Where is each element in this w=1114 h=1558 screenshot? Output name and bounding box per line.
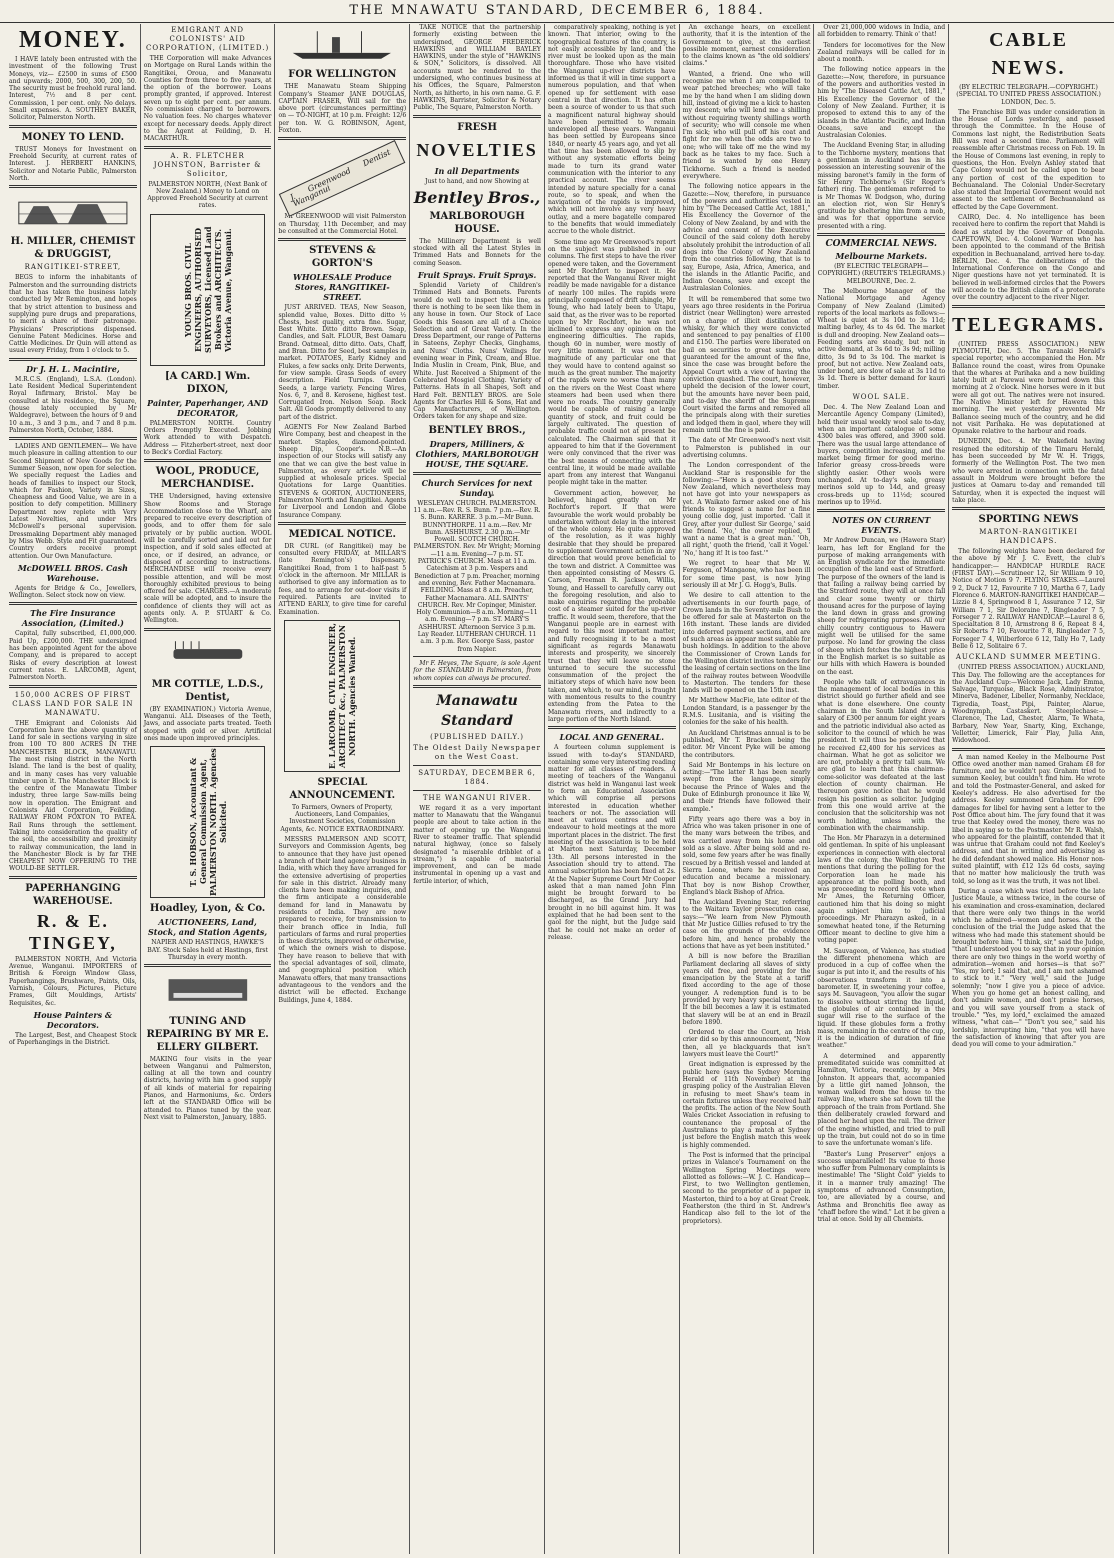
news-item: An Auckland Christmas annual is to be published, Mr T. Bracken being the editor. Mr Vincent Pyke will be among the contributors. bbox=[682, 729, 811, 759]
telegram-dunedin: DUNEDIN, Dec. 4. Mr Wakefield having resigned the editorship of the Timaru Herald, has been succeeded by Mr W. H. Triggs, formerly of the Wellington Post. The two men who were arrested in connection with the fatal assault in Moldrum were brought before the justices at Oamaru to-day and remanded till Saturday, when it is expected the inquest will take place. bbox=[952, 438, 1105, 504]
news-item: The date of Mr Greenwood's next visit to Palmerston is published in our advertising columns. bbox=[682, 437, 811, 459]
millinery-text: The Millinery Department is well stocked with all the Latest Styles in Trimmed Hats and Bonnets for the coming Season. bbox=[413, 237, 541, 267]
handicaps-heading: MARTON-RANGITIKEI HANDICAPS. bbox=[979, 528, 1078, 546]
greenwood-advert: Mr GREENWOOD will visit Palmerston on Thursday, 11th December, and may be consulted at the Commercial Hotel. bbox=[278, 213, 407, 235]
local-general-heading: LOCAL AND GENERAL. bbox=[559, 732, 665, 743]
telegrams-heading: TELEGRAMS. bbox=[952, 313, 1105, 336]
column-4 bbox=[410, 24, 545, 1554]
hobson-box bbox=[150, 746, 266, 898]
current-events-heading: NOTES ON CURRENT EVENTS. bbox=[832, 515, 931, 536]
young-bros-box bbox=[150, 214, 266, 366]
news-item: An exchange hears, on excellent authority, that it is the intention of the Government to give, at the earliest possible moment, earnest consideration to the claims known as "the old soldiers' claims." bbox=[682, 24, 811, 68]
money-to-lend-advert: TRUST Moneys for Investment on Freehold Security, at current rates of Interest. J. HERBERT HANKINS, Solicitor and Notarie Public, Palmerston North. bbox=[9, 145, 137, 182]
commercial-news-heading: COMMERCIAL NEWS. bbox=[825, 239, 938, 250]
ladies-advert: LADIES AND GENTLEMEN— We have much pleasure in calling attention to our Second Shipment of New Goods for the Summer Season, now open for selection. We specially request the Ladies and heads of families to inspect our Stock, which for Fashion, Variety in Sizes, Cheapness and Good Value, we are in a position to defy competition. Millinery Department now replete with Very Latest Novelties, and under Mrs McDowell's personal supervision. Dressmaking Department ably managed by Miss Webb. Style and Fit guaranteed. Country orders receive prompt attention. Our Own Manufacture. bbox=[9, 443, 137, 560]
divider bbox=[817, 233, 945, 236]
cable-news-heading: CABLE NEWS. bbox=[989, 29, 1068, 79]
dixon-heading: [A CARD.] Wm. DIXON, bbox=[164, 370, 251, 395]
cottle-heading: MR COTTLE, L.D.S., Dentist, bbox=[151, 678, 264, 703]
editorial-part-1: comparatively speaking, nothing is yet known. That interior, owing to the topographical features of the country, is not easily accessible by land, and the river must be looked upon as the main thoroughfare. Those who have visited the Wanganui up-river districts have informed us that it will in time support a numerous population, and that when opened up for settlement with ease central in that direction. It has often been a source of wonder to us that such a magnificent natural highway should have been permitted to remain undeveloped all these years. Wanganui has been settled by Europeans since 1840, or nearly 45 years ago, and yet all that time has been allowed to slip by without any systematic efforts being made to turn its grand water communication with the interior to any practical account. The river seems intended by nature specially for a canal route, so to speak, and when the navigation of the rapids is improved, which will not involve any very heavy outlay, and a mere bagatelle compared to the benefits that would immediately accrue to the whole district. bbox=[547, 24, 676, 236]
news-item: The Hon. Mr Pharazyn in a determined old gentleman. In spite of his unpleasant experiences in connection with electoral laws of the colony, the Wellington Post mentions that during the polling for the Corporation loan he made his appearance at the polling booth, and was proceeding to record his vote when Mr Ames, the Returning Officer, cautioned him that his doing so might again subject him to judicial proceedings. Mr Pharazyn asked, in a somewhat heated tone, if the Returning Officer meant to decline to give him a voting paper. bbox=[817, 835, 946, 945]
sporting-news-heading: SPORTING NEWS bbox=[978, 514, 1079, 526]
wool-sale-report: Dec. 4. The New Zealand Loan and Mercantile Agency Company (Limited), held their usual weekly wool sale to-day, when an important catalogue of some 4300 bales was offered, and 3900 sold. There was the usual large attendance of buyers, competition increasing, and the market being firmer for good merino. Inferior greasy cross-breeds were slightly easier. Other wools were unchanged. At to-day's sale, greasy merinos sold up to 14d, and greasy cross-breds up to 11½d; scoured merinos up to 19½d. bbox=[817, 404, 946, 506]
local-general-news: A fourteen column supplement is issued with to-day's STANDARD, containing some very interesting reading matter for all classes of readers. A meeting of teachers of the Wanganui district was held in Wanganui last week to form an Educational Association which will comprise all persons interested in education whether teachers or not. The association will meet at various centres and will endeavour to hold meetings at the more important places in the district. The first meeting of the association is to be held at Marton next Saturday, December 13th. All persons interested in the Association should try to attend. The annual subscription has been fixed at 2s. At the Napier Supreme Court Mr Cooper asked that a man named John Finn might be brought forward to be discharged, as the Grand Jury had brought in no bill against him. It was explained that he had been sent to the gaol for the night, but the Judge said that he could not make an order of release. bbox=[547, 744, 676, 941]
column-7 bbox=[814, 24, 949, 1554]
published-daily: (PUBLISHED DAILY.) bbox=[430, 732, 525, 741]
stevens-gorton-heading: STEVENS & GORTON'S bbox=[309, 245, 376, 270]
cable-foreign: CAIRO, Dec. 4. No intelligence has been received here to confirm the report that Mahdi is dead as stated by the Governor of Dongola. CAPETOWN, Dec. 4. Colonel Warren who has been appointed to the command of the British expedition in Bechuanaland, arrived here to-day. BERLIN, Dec. 4. The deliberations of the International Conference on the Congo and Niger questions have not yet terminated. It is believed in well-informed circles that the Powers will accede to the British claim of a protectorate over the country adjacent to the river Niger. bbox=[952, 214, 1105, 302]
jewellers-advert: Agents for Bridge & Co., Jewellers, Wellington. Select stock now on view. bbox=[9, 584, 137, 600]
divider bbox=[952, 507, 1105, 510]
news-item: Over 21,000,000 widows in India, and all forbidden to remarry. Think o' that! bbox=[817, 24, 946, 39]
piano-engraving-icon bbox=[144, 973, 272, 1007]
news-item: A determined and apparently premeditated suicide was committed at Hamilton, Victoria, recently, by a Mrs Johnston. It appears that, accompanied by a little girl named Johnson, the woman walked from the house to the railway line, where she sat down till the approach of the train from Portland. She then deliberately crawled forward and placed her head upon the rail. The driver of the engine whistled, and tried to pull up the train, but could not do so in time to save the unfortunate woman's life. bbox=[817, 1052, 946, 1148]
drapers-heading: Drapers, Milliners, & Clothiers, MARLBOROUGH HOUSE, THE SQUARE. bbox=[415, 438, 539, 469]
column-6 bbox=[680, 24, 815, 1554]
tuning-heading: TUNING AND REPAIRING BY MR E. ELLERY GILBERT. bbox=[146, 1015, 269, 1053]
fruit-sprays-heading: Fruit Sprays. Fruit Sprays. bbox=[417, 270, 537, 281]
divider bbox=[144, 628, 272, 631]
young-bros-text: YOUNG BROS. CIVIL ENGINEERS, AUTHORISED SURVEYORS, Licensed Land Brokers and ARCHITECTS. Victoria Avenue, Wanganui. bbox=[182, 226, 233, 353]
divider bbox=[548, 726, 676, 729]
wanganui-river-editorial: WE regard it as a very important matter to Manawatu that the Wanganui people are about to take action in the matter of opening up the Wanganui River to steamer traffic. That splendid natural highway, (once so falsely designated "a miserable dribblet of a stream,") is capable of material improvement, and can be made instrumental in opening up a vast and fertile interior, of which, bbox=[413, 804, 541, 885]
divider bbox=[9, 185, 137, 188]
dixon-advert: PALMERSTON NORTH. Country Orders Promptly Executed. Jobbing Work attended to with Despatch. Address — Fitzherbert-street, next door to Beck's Cordial Factory. bbox=[143, 419, 272, 456]
news-item: A man named Keeley in the Melbourne Post Office owed another man named Graham £8 for furniture, and he wouldn't pay. Graham tried to summon Keeley, but couldn't find him. He wrote and told the Postmaster-General, and asked for Keeley's address. He also advertised for the address. Keeley summoned Graham for £99 damages for libel for having sent a letter to the Post Office about him. The jury found that it was true that Keeley owed the money, there was no libel in saying so to the Postmaster. Mr R. Walsh, who appeared for the plaintiff, contended that it was untrue that Graham could not find Keeley's address, and that in writing and advertising as he did defendant showed malice. His Honor non-suited plaintiff, with £12 12s 6d costs, saying that no matter how maliciously the truth was told, so long as it was the truth, it was not libel. bbox=[952, 753, 1105, 885]
news-item: People who talk of extravagances in the management of local bodies in this district should go further afield and see what is done elsewhere. One county chairman in the South Island drew a salary of £300 per annum for eight years and the patriotic individual also acted as solicitor to the council of which he was president. It will thus be perceived that he received £2,400 for his services as chairman. What he got as solicitor we are not, probably a pretty tall sum. We are glad to learn that this chairman-come-solicitor was defeated at the last election of county chairman. He thereupon gave notice that he would resign his position as solicitor. Judging from this one would arrive at the conclusion that the solicitorship was not worth holding, unless with the combination with the chairmanship. bbox=[817, 678, 946, 832]
marlborough-heading: MARLBOROUGH HOUSE. bbox=[429, 210, 525, 235]
paperhangings-advert: The Largest, Best, and Cheapest Stock of Paperhangings in the District. bbox=[9, 1031, 137, 1047]
paper-title: Manawatu Standard bbox=[436, 692, 518, 729]
divider bbox=[413, 115, 541, 118]
editorial-part-3: Government action, however, he believed, hinged greatly on Mr Rochfort's report. If that were favourable the work would probably be undertaken without delay in the interest of the whole colony. He quite approved of the resolution, as it was highly desirable that they should be prepared to supplement Government action in any direction that would prove beneficial to the town and district. A Committee was then appointed consisting of Messrs G. Carson, Freeman R. Jackson, Willis, Young, and Hassell to carefully carry out the foregoing resolution, and also to make enquiries regarding the probable cost of a steamer suited for the up-river traffic. It would seem, therefore, that the Wanganui people are in earnest with regard to this most important matter, and fully recognising it to be a most significant as regards Manawatu interests and prosperity, we sincerely trust that they will leave no stone unturned to secure the successful consummation of the project the initiatory steps of which have now been taken, and which, to our mind, is fraught with momentous results to the country extending from the Patea to the Manawatu rivers, and indirectly to a large portion of the North Island. bbox=[547, 489, 676, 723]
news-item: Said Mr Bontemps in his lecture on acting:—"The latter R has been nearly swept from the language, simply because the Prince of Wales and the Duke of Edinburgh pronounce it like W, and their friends have followed their example." bbox=[682, 761, 811, 813]
wool-produce-heading: WOOL, PRODUCE, MERCHANDISE. bbox=[155, 466, 260, 491]
news-item: The Post is informed that the principal prizes in Valance's Tournament on the Wellington Spring Meetings were allotted as follows:—W. J. C. Handicap—First, to two Wellington gentlemen, second to the proprietor of a paper in Masterton, third to a boy at Great Creek. Featherston (the third in St. Andrew's Handicap also fell to the lot of the proprietors). bbox=[682, 1151, 811, 1225]
news-item: Mr Matthew MacFie, late editor of the London Standard, is a passenger by the R.M.S. Lusitania, and is visiting the colonies for the sake of his health. bbox=[682, 697, 811, 727]
church-services-heading: Church Services for next Sunday. bbox=[421, 477, 533, 498]
johnston-advert: PALMERSTON NORTH, (Next Bank of New Zealand.) Money to Lend on Approved Freehold Security at current rates. bbox=[147, 180, 268, 210]
bentley-advert: Splendid Variety of Children's Trimmed Hats and Bonnets. Parents would do well to inspect this line, as there is nothing to be seen like them in any house in town. Our Stock of Lace Goods this Season are all of a Choice Selection and of Great Variety. In the Dress Department, our range of Patterns in Sateens, Zephyr Checks, Ginghams, and Nuns' Cloths. Nuns' Veilings for evening wear in Pink, Cream, and Blue. India Muslin in Cream, Pink, Blue, and White. Just Received a Shipment of the Celebrated Mosgiel Clothing. Variety of Patterns. Hats in all Shapes, Soft and Hard Felt. BENTLEY BROS. are Sole Agents for Charles Hill & Sons, Hat and Cap Manufacturers, of Wellington. Orders taken for any shape and size. bbox=[413, 282, 541, 421]
wool-produce-advert: THE Undersigned, having extensive Show Rooms and Storage Accommodation close to the Wharf, are prepared to receive every description of goods, and to offer them for sale privately or by public auction. WOOL will be carefully sorted and laid out for inspection, and if sold sales effected at once, or if desired, an advance, or disposed of according to instructions. MERCHANDISE will receive every possible attention, and will be most thoroughly exhibited previous to being offered for sale. CHARGES.—A moderate scale will be adopted, and to insure the confidence of clients they will act as agents only. A. P. STUART & Co. Wellington. bbox=[143, 493, 272, 625]
larcomb-box bbox=[284, 620, 400, 772]
divider bbox=[413, 765, 541, 766]
money-heading: MONEY. bbox=[18, 27, 127, 53]
cable-london: The Franchise Bill was under consideration in the House of Lords yesterday, and passed through the Committee. In the House of Commons last night, the Redistribution Seats Bill was read a second time. Parliament will reassemble after Christmas recess on Feb. 19. In the House of Commons last evening, in reply to questions, the Hon. Evelyn Ashley stated that Cape Colony would not be called upon to bear any portion of cost of the expedition to Bechuanaland. The Colonial Under-Secretary also stated that Imperial Government would not assent to the settlement of Bechuanaland as effected by the Cape Government. bbox=[952, 108, 1105, 211]
bentley-heading: BENTLEY BROS., bbox=[428, 424, 526, 436]
news-item: The Auckland Evening Star, in alluding to the Tichborne mystery, mentions that a gentleman in Auckland has in his possession an interesting souvenir of the missing baronet's family in the form of Sir Henry Tichborne's (Sir Roger's father) ring. The gentleman referred to is Mr Thomas W. Dodgson, who, during an election riot, won Sir Henry's gratitude by sheltering him from a mob, and was for that opportune service presented with a ring. bbox=[817, 142, 946, 230]
cable-credit: (BY ELECTRIC TELEGRAPH.—COPYRIGHT.) (SPECIAL TO UNITED PRESS ASSOCIATION.) LONDON, Dec. 5. bbox=[956, 84, 1101, 106]
divider bbox=[9, 602, 137, 605]
chemist-shop-engraving-icon bbox=[9, 194, 137, 228]
news-item: Tenders for locomotives for the New Zealand railways will be called for in about a month. bbox=[817, 41, 946, 64]
doctor-heading: Dr J. H. L. Macintire, bbox=[26, 363, 120, 374]
hoadley-heading: Hoadley, Lyon, & Co. bbox=[149, 903, 266, 915]
divider bbox=[9, 437, 137, 440]
editorial-part-2: Some time ago Mr Greenwood's report on the subject was published in our columns. The first steps to have the river opened were taken, and the Government sent Mr Rochfort to inspect it. He reported that the Wanganui River might readily be made navigable for a distance of nearly 100 miles. The rapids were principally composed of drift shingle, Mr Young, who had lately been to Utapu, said that, as the river was to be reported upon by Mr Rochfort, he was not inclined to express any opinion on the engineering difficulties. The rapids, though 60 in number, were mostly of very little moment. It was not the magnitude of any particular one that they would have to contend against so much as the great number. The majority of the rapids were no worse than many on the rivers on the West Coast where steamers had been used when there were no roads. The country generally would be capable of raising a large quantity of stock, and fruit could be largely cultivated. The question of probable traffic could not at present be calculated. The Chairman said that it appeared to him that if the Government were only convinced that the river was the best means of connecting with the central line, it would be made available apart from any interest that Wanganui people might take in the matter. bbox=[547, 238, 676, 487]
tuning-advert: MAKING four visits in the year between Wanganui and Palmerston, calling at all the town and country districts, having with him a good supply of all kinds of material for repairing Pianos, and Harmoniums, &c. Orders left at the STANDARD Office will be attended to. Pianos tuned by the year. Next visit to Palmerston, January, 1885. bbox=[143, 1055, 272, 1121]
news-item: It will be remembered that some two years ago three residents in the Porirua district (near Wellington) were arrested on a charge of illicit distillation of whisky, for which they were convicted and sentenced to pay penalties of £100 and £150. The parties were liberated on bail on securities to great sums, who guaranteed for the amount of the fine, since the case was brought before the Appeal Court with a view of having the conviction quashed. The court, however, upheld the decision of the lower court, but the amounts have never been paid, and to-day the sheriff of the Supreme Court visited the farms and removed all the principals along with their sureties and lodged them in gaol, where they will remain until the fine is paid. bbox=[682, 295, 811, 435]
divider bbox=[278, 522, 406, 525]
larcomb-text: E. LARCOMB, CIVIL ENGINEER, ARCHITECT &c., PALMERSTON NORTH. Agencies Wanted. bbox=[327, 622, 358, 769]
medical-notice: DR CURL (of Rangitikei) may be consulted every FRIDAY, at MILLAR'S (late Remington's) Dispensary, Rangitikei Road, from 1 to half-past 5 o'clock in the afternoon. Mr MILLAR is authorised to give any information as to fees, and to arrange for out-door visits if required. Patients are invited to ATTEND EARLY, to give time for careful Examination. bbox=[278, 542, 407, 616]
special-announcement-heading: SPECIAL ANNOUNCEMENT. bbox=[289, 776, 396, 801]
agents-advert: AGENTS For New Zealand Barbed Wire Company, best and cheapest in the market. Staples, diamond-pointed. Sheep Dip, Cooper's. N.B.—An inspection of our Stocks will satisfy any one that we can give the best value in Palmerston, as every article will be supplied at wholesale prices. Special Quotations for Large Quantities. STEVENS & GORTON, AUCTIONEERS, Palmerston North and Rangitikei. Agents for Liverpool and London and Globe Insurance Company. bbox=[278, 424, 407, 519]
wellington-heading: FOR WELLINGTON bbox=[288, 69, 397, 81]
toothbrush-engraving-icon bbox=[144, 637, 272, 671]
heyes-notice: Mr F. Heyes, The Square, is sole Agent for the STANDARD in Palmerston, from whom copies can always be procured. bbox=[413, 659, 541, 682]
news-item: We regret to hear that Mr W. Ferguson, of Mangaone, who has been ill for some time past, is now lying seriously ill at Mr J. G. Hogg's, Bulls. bbox=[682, 560, 811, 589]
divider bbox=[9, 358, 137, 361]
news-item: The following notice appears in the Gazette:—Now, therefore, in pursuance of the powers and authorities vested in him by "The Diseased Cattle Act, 1881," His Excellency the Governor of the Colony of New Zealand. Further, it is proposed to extend this to any of the islands in the Atlantic Pacific, and Indian Oceans, save and except the Australasian Colonies. bbox=[817, 66, 946, 140]
money-advert: I HAVE lately been entrusted with the investment of the following Trust Moneys, viz— £2500 in sums of £500 and upwards; 2000, 500, 300, 200, 50. The security must be freehold rural land. Interest, 7½ and 8 per cent. Commission, 1 per cent. only. No delays. Small expenses. A. SOUTHEY BAKER, Solicitor, Palmerston North. bbox=[9, 56, 137, 122]
emigrant-advert: THE Corporation will make Advances on Mortgage on Rural Lands within the Rangitikei, Oroua, and Manawatu Counties for from three to five years, at the option of the borrower. Loans promptly granted, if approved. Interest seven up to eight per cent. per annum. No commission charged to borrowers. No valuation fees. No charges whatever except for necessary deeds. Apply direct to the Agent at Feilding, D. H. MACARTHUR. bbox=[143, 55, 272, 143]
column-8 bbox=[949, 24, 1108, 1554]
divider bbox=[9, 876, 137, 879]
columns bbox=[6, 24, 1108, 1554]
news-item: The Auckland Evening Star, referring to the Waitara Taylor prosecution case, says:—"We learn from New Plymouth that Mr Justice Gillies refused to try the case on the grounds of the evidence before him, and hence probably the actions that have as yet been instituted." bbox=[682, 899, 811, 950]
news-item: Wanted, a friend. One who will recognise me when I am compelled to wear patched breeches; who will take me by the hand when I am sliding down hill, instead of giving me a kick to hasten my descent; who will lend me a shilling without requiring twenty shillings worth of security; who will console me when I'm sick; who will pull off his coat and fight for me when the odds are two to one; who will take off me the wind my back as he takes to my face. Such a friend is wanted by one Henry Tickhorne. Such a friend is needed everywhere. bbox=[682, 70, 811, 180]
auckland-acceptances: (UNITED PRESS ASSOCIATION.) AUCKLAND, This Day. The following are the acceptances for the Auckland Cup:—Welcome Jack, Lady Emma, Salvage, Turquoise, Black Rose, Administrator, Minerva, Badener, Libeller, Normanby, Necklace, Tigredia, Toast, Pipi, Painter, Alarue, Woodnymph, Castaskert. Steeplechase:—Clarence, The Lad, Chester, Alarm, Te Whata, Barbary, New Year, Snarty, King, Exchange, Velletter, Limerick, Fair Play, Julia Ann, Widowhood. bbox=[952, 664, 1105, 745]
handicap-weights: The following weights have been declared for the above by Mr J. C. Evett, the club's handicapper:— HANDICAP HURDLE RACE (FIRST DAY).—Scrutineer 12, Sir William 9 10, Notice of Motion 9 7. FLYING STAKES.—Laurel 9 2, Duck 7 12, Favourite 7 10, Martha 6 7, Lady Florence 6. MARTON-RANGITIKEI HANDICAP.—Lizzie 8 4, Springwood 8 1, Assurance 7 12, Sir William 7 1, Sir Deloraine 7, Ringleader 7 5, Forseger 7 2. RAILWAY HANDICAP.—Laurel 8 6, Specialtation 8 10, Armstrong 8 6, Repeat 8 4, Sir Roberts 7 10, Favourite 7 8, Ringleader 7 5, Forseger 7 4, Wilberforce 6 12, Tally Ho 7, Lady Belle 6 12, Solitaire 6 7. bbox=[952, 548, 1105, 650]
news-item: M. Sauvageon, of Valence, has studied the different phenomena which are produced in a cup of coffee when the sugar is put into it, and the results of his observations transform it into a barometer. If, in sweetening your coffee, says M. Sauvageon, "you allow the sugar to dissolve without stirring the liquid, the globules of air contained in the sugar will rise to the surface of the liquid. If these globules form a frothy mass, remaining in the centre of the cup, it is the indication of duration of fine weather." bbox=[817, 947, 946, 1050]
masthead: THE MNAWATU STANDARD, DECEMBER 6, 1884. bbox=[0, 0, 1114, 23]
dentist-card-area bbox=[278, 143, 406, 213]
just-to-hand: Just to hand, and now Showing at bbox=[425, 177, 530, 185]
divider bbox=[9, 125, 137, 128]
telegram-new-plymouth: (UNITED PRESS ASSOCIATION.) NEW PLYMOUTH, Dec. 5. The Taranaki Herald's special reporter, who accompanied the Hon. Mr Ballance round the coast, wires from Opunake that the whares at Parihaka and a new building lately built at Parewai were burned down this morning at 2 o'clock. Nine horses were in it but were all got out. The natives were not insured. The Native Minister left for Hawera this morning. The wet yesterday prevented Mr Ballance seeing much of the country, and he did not visit Parihaka. He was deputationed at Opunake relative to the harbour and roads. bbox=[952, 340, 1105, 436]
column-5 bbox=[545, 24, 680, 1554]
acres-advert: THE Emigrant and Colonists Aid Corporation have the above quantity of Land for sale in sections varying in size from 100 TO 800 ACRES IN THE MANCHESTER BLOCK, MANAWATU. The most rising district in the North Island. The land is the best of quality, and in many cases has very valuable timber upon it. The Manchester Block is the centre of the Manawatu Timber industry, three large Saw-mills being now in operation. The Emigrant and Colonists Aid Corporation, Feilding. RAILWAY FROM FOXTON TO PATEA. Rail Runs through the settlement. Taking into consideration the quality of the soil, the accessibility and proximity to railway communication, the land in the Manchester Block is by far THE CHEAPEST NOW OFFERING TO THE WOULD-BE SETTLER. bbox=[9, 719, 137, 873]
divider bbox=[144, 964, 272, 967]
market-report: The Melbourne Manager of the National Mortgage and Agency Company of New Zealand (Limited) reports of the local markets as follows:—Wheat is quiet at 3s 10d to 3s 11d; malting barley, 4s to 4s 6d. The market is dull and drooping. New Zealand oats—Feeding sorts are steady, but not in active demand, at 3s 6d to 3s 9d; milling ditto, 3s 9d to 3s 10d. The market is proof, but not active. New Zealand oats, under bond, are slow of sale at 3s 11d to 3s 1d. There is better demand for kauri timber. bbox=[817, 287, 946, 390]
fire-insurance-advert: Capital, fully subscribed, £1,000,000. Paid Up, £200,000. THE undersigned has been appointed Agent for the above Company, and is prepared to accept Risks of every description at lowest current rates. E. LARCOMB, Agent, Palmerston North. bbox=[9, 630, 137, 682]
doctor-advert: M.R.C.S. (England), L.S.A. (London). Late Resident Medical Superintendent Royal Infirmary, Bristol. May be consulted at his residence, the Square, (house lately occupied by Mr Waldegrave), between the hours of 9 and 10 a.m., 3 and 3 p.m., and 7 and 8 p.m. Palmerston North, October, 1884. bbox=[9, 375, 137, 434]
news-item: Mr Andrew Duncan, we (Hawera Star) learn, has left for England for the purpose of making arrangements with an English syndicate for the immediate occupation of the land east of Stratford. The purpose of the owners of the land is that failing a railway being carried by the Stratford route, they will at once fall and clear some twenty or thirty thousand acres for the purpose of laying the land down in grass and growing sheep for refrigerating purposes. All our chilly country contiguous to Hawera might well be utilised for the same purpose. No land for growing the class of sheep which fetches the highest price in the English market is so suitable as our hills with which Hawera is bounded on the east. bbox=[817, 537, 946, 676]
palmerson-scott-advert: MESSRS PALMERSON AND SCOTT, Surveyors and Commission Agents, beg to announce that they have just opened a branch of their land agency business in India, with which they have arranged for the extensive advertising of properties for sale in this district. Already many clients have been making inquiries, and the firm anticipate a considerable demand for land in Manawatu by residents of India. They are now prepared to receive, for transmission to their branch office in India, full particulars of farms and rural properties in these districts, improved or otherwise, of which the owners wish to dispose. They have reason to believe that with the special advantages of soil, climate, and geographical position which Manawatu offers, that many transactions advantageous to the vendors and the district will be effected. Exchange Buildings, June 4, 1884. bbox=[278, 836, 407, 1004]
divider bbox=[817, 509, 945, 512]
news-item: The London correspondent of the Auckland Star is responsible for the following:—"Here is a good story from New Zealand, which nevertheless may not have got into your newspapers as yet. A Waikato farmer asked one of his friends to suggest a name for a fine young collie dog, just imported. 'Call it Grey, after your dullest Sir George,' said the friend. 'No,' the owner replied, 'I want a name that is a great man.' 'Oh, all right,' quoth the friend, 'call it Vogel.' 'No,' hang it! It is too fast.'" bbox=[682, 462, 811, 557]
hoadley-subheading: AUCTIONEERS, Land, Stock, and Station Agents, bbox=[148, 917, 268, 938]
greenwood-card: J. Greenwood Dentist Wanganui bbox=[279, 140, 405, 216]
hoadley-advert: NAPIER AND HASTINGS, HAWKE'S BAY. Stock Sales held at Hastings, first Thursday in every month. bbox=[147, 939, 268, 961]
take-notice: TAKE NOTICE that the partnership formerly existing between the undersigned, GEORGE FREDERICK HAWKINS and WILLIAM BAYLEY HAWKINS, under the style of "HAWKINS & SON," Solicitors, is dissolved. All accounts must be rendered to the undersigned, who continues business at his Offices, the Square, Palmerston North, as hitherto, in his own name. G. F. HAWKINS, Barrister, Solicitor & Notary Public, The Square, Palmerston North. bbox=[413, 24, 541, 112]
cottle-advert: (BY EXAMINATION.) Victoria Avenue, Wanganui. ALL Diseases of the Teeth, Jaws, and associate parts treated. Teeth stopped with gold or silver. Artificial ones made upon improved principles. bbox=[143, 705, 272, 743]
tingey-advert: PALMERSTON NORTH, And Victoria Avenue, Wanganui. IMPORTERS of British & Foreign Window Glass, Paperhangings, Brushware, Paints, Oils, Varnish, Colours, Pictures, Picture Frames, Gilt Mouldings, Artists' Requisites, &c. bbox=[9, 955, 137, 1007]
acres-heading: 150,000 ACRES OF FIRST CLASS LAND FOR SALE IN MANAWATU. bbox=[12, 690, 134, 717]
telegraph-credit: (BY ELECTRIC TELEGRAPH—COPYRIGHT.) (REUTER'S TELEGRAMS.) MELBOURNE, Dec. 2. bbox=[817, 263, 945, 285]
melbourne-markets-heading: Melbourne Markets. bbox=[835, 251, 928, 262]
emigrant-heading: EMIGRANT AND COLONISTS' AID CORPORATION, (LIMITED.) bbox=[145, 26, 270, 52]
steamer-engraving-icon bbox=[278, 27, 406, 61]
divider bbox=[952, 748, 1105, 751]
divider bbox=[413, 685, 541, 688]
money-to-lend-heading: MONEY TO LEND. bbox=[21, 131, 125, 143]
oldest-daily: The Oldest Daily Newspaper on the West Coast. bbox=[413, 743, 541, 761]
news-item: A bill is now before the Brazilian Parliament declaring all slaves of sixty years old free, and providing for the emancipation by the State at a tariff fixed according to the age of those younger. A redemption fund is to be provided by very heavy special taxation. If the bill becomes a law it is estimated that slavery will be at an end in Brazil before 1890. bbox=[682, 953, 811, 1026]
issue-date: SATURDAY, DECEMBER 6, 1884. bbox=[418, 768, 536, 786]
tingey-heading: R. & E. TINGEY, bbox=[28, 910, 117, 953]
johnston-heading: A. R. FLETCHER JOHNSTON, Barrister & Solicitor, bbox=[153, 151, 262, 178]
news-item: Fifty years ago there was a boy in Africa who was taken prisoner in one of the many wars between the tribes, and was carried away from his home and sold as a slave. After being sold and re-sold, some few years after he was finally rescued by a British vessel and landed at Sierra Leone, where he received an education and became a missionary. That boy is now Bishop Crowther, England's black Bishop of Africa. bbox=[682, 815, 811, 896]
steamer-advert: THE Manawatu Steam Shipping Company's Steamer JANE DOUGLAS, CAPTAIN FRASER, Will sail for the above port (circumstances permitting) on — TO-NIGHT, at 10 p.m. Freight: 12/6 per ton. W. G. ROBINSON, Agent, Foxton. bbox=[278, 83, 407, 135]
special-announcement-sub: To Farmers, Owners of Property, Auctioneers, Land Companies, Investment Societies, Commission Agents, &c. NOTICE EXTRAORDINARY. bbox=[280, 803, 405, 833]
column-3 bbox=[275, 24, 410, 1554]
fire-insurance-heading: The Fire Insurance Association, (Limited.) bbox=[21, 608, 124, 629]
divider bbox=[952, 305, 1105, 308]
dixon-subheading: Painter, Paperhanger, AND DECORATOR, bbox=[147, 397, 269, 418]
painters-heading: House Painters & Decorators. bbox=[33, 1009, 113, 1030]
column-1 bbox=[6, 24, 141, 1554]
divider bbox=[413, 472, 541, 475]
divider bbox=[144, 146, 272, 149]
news-item: We desire to call attention to the advertisements in our fourth page, of Crown lands in the Seventy-mile Bush to be offered for sale at Masterton on the 16th instant. These lands are divided into deferred payment sections, and are of such areas as appear most suitable for bush holdings. In addition to the above the Commissioner of Crown Lands for the Wellington district invites tenders for the leasing of certain sections on the line of the railway routes between Woodville to Masterton. The tenders for these lands will be opened on the 15th inst. bbox=[682, 592, 811, 695]
paperhanging-heading: PAPERHANGING WAREHOUSE. bbox=[25, 882, 121, 907]
news-item: "Baxter's Lung Preserver" enjoys a success unparalleled! Its value to those who suffer from Pulmonary complaints is inestimable! The "Slight Cold" yields to it in a manner truly amazing! The symptoms of advanced Consumption, too, are alleviated by a course, and Asthma and Bronchitis flee away as "chaff before the wind." Let it be given a trial at once. Sold by all Chemists. bbox=[817, 1150, 946, 1224]
novelties-heading: NOVELTIES bbox=[416, 139, 538, 160]
divider bbox=[144, 459, 272, 462]
hobson-text: T. S. HOBSON, Accountant & General Commission Agent, PALMERSTON NORTH. Agencies Solicited. bbox=[187, 748, 228, 897]
church-services: WESLEYAN CHURCH. PALMERSTON. 11 a.m.—Rev. R. S. Bunn. 7 p.m.—Rev. R. S. Bunn. KARERE. 3 p.m.—Mr Bunn. BUNNYTHORPE. 11 a.m.—Rev. Mr Bunn. ASHHURST. 2.30 p.m.—Mr Powell. SCOTCH CHURCH. PALMERSTON. Rev. Mr Wright; Morning—11 a.m. Evening—7 p.m. ST. PATRICK'S CHURCH. Mass at 11 a.m. Catechism at 3 p.m. Vespers and Benediction at 7 p.m. Preacher, morning and evening, Rev. Father Macnamara. FEILDING. Mass at 8 a.m. Preacher, Father Macnamara. ALL SAINTS' CHURCH. Rev. Mr Copinger, Minister. Holy Communion—8 a.m. Morning—11 a.m. Evening—7 p.m. ST. MARY'S ASHHURST. Afternoon Service 3 p.m. Lay Reader. LUTHERAN CHURCH. 11 a.m. 3 p.m. Rev. George Sass, pastor from Napier. bbox=[413, 499, 541, 653]
news-item: Ordered to clear the Court, an Irish crier did so by this announcement, "Now then, all ye blackguards that isn't lawyers must leave the Court!" bbox=[682, 1029, 811, 1059]
news-item: During a case which was tried before the late Justice Maule, a witness twice, in the course of his examination and cross-examination, declared that there were only two things in the world which he admired—women and horses. At the conclusion of the trial the Judge asked that the witness who had made this statement should be brought before him. "I think, sir," said the Judge, "that I understood you to say that in your opinion there are only two things in the world worthy of admiration—women and horses—is that so?" "Yes, my lord; I said that, and I am not ashamed to stick to it." "Very well," said the Judge solemnly; "now I give you a piece of advice. When you go home get an honest calling, and don't admire women, and don't praise horses, and you will save yourself from a stack of trouble." "Yes, my lord," exclaimed the amazed witness, "what can—" "Don't you see," said his lordship, interrupting him, "that you will have the satisfaction of knowing that after you are dead you will come to your admiration." bbox=[952, 887, 1105, 1049]
departments-heading: In all Departments bbox=[434, 165, 520, 176]
divider bbox=[413, 790, 541, 791]
divider bbox=[9, 685, 137, 688]
produce-list: JUST ARRIVED. TEAS, New Season, splendid value, Boxes. Ditto ditto ½ Chests, best quality, extra fine. Sugar, Best White. Ditto ditto Brown. Soap, Candles, and Salt. FLOUR, Best Oamaru Brand. Oatmeal, ditto ditto. Oats, Chaff, and Bran. Ditto for Seed, best samples in market. POTATOES, Early Kidney and Flukes, a few sacks only. Drite Derwents, for view sample. Grass Seeds of every description. Field Turnips. Garden Seeds, a large variety. Fencing Wires, Nos. 6, 7, and 8. Kerosene, highest test. Corrugated Iron. Nelson Soap. Rock Salt. All Goods promptly delivered to any part of the district. bbox=[278, 304, 407, 421]
divider bbox=[278, 137, 406, 140]
fresh-heading: FRESH bbox=[457, 121, 497, 133]
mcdowell-heading: McDOWELL BROS. Cash Warehouse. bbox=[17, 562, 128, 583]
bentley-bros-script: Bentley Bros., bbox=[413, 187, 541, 207]
wanganui-river-heading: THE WANGANUI RIVER. bbox=[422, 793, 532, 802]
chemist-advert: BEGS to inform the inhabitants of Palmerston and the surrounding districts that he has taken the business lately conducted by Mr Remington, and hopes that by strict attention to business and supplying pure drugs and preparations, to merit a share of their patronage. Physicians' Prescriptions dispensed. Genuine Patent Medicines. Horse and Cattle Medicines. Dr Quin will attend as usual every Friday, from 1 o'clock to 5. bbox=[9, 274, 137, 355]
news-item: The following notice appears in the Gazette:—Now, therefore, in pursuance of the powers and authorities vested in him by "The Deceased Cattle Act, 1881," His Excellency the Governor of the Colony of New Zealand, by and with the advice and consent of the Executive Council of the said colony doth hereby absolutely prohibit the introduction of all dogs into the Colony of New Zealand from the countries following, that is to say, Europe, Asia, Africa, America, and the islands in the Atlantic Pacific, and Indian Oceans, save and except the Australasian Colonies. bbox=[682, 183, 811, 293]
divider bbox=[278, 238, 406, 241]
chemist-heading: H. MILLER, CHEMIST & DRUGGIST, bbox=[10, 236, 136, 261]
column-2 bbox=[141, 24, 276, 1554]
chemist-street: RANGITIKEI-STREET, bbox=[24, 263, 122, 272]
auckland-meeting-heading: AUCKLAND SUMMER MEETING. bbox=[955, 653, 1102, 662]
news-item: Great indignation is expressed by the public here (says the Sydney Morning Herald of 11th November) at the grasping policy of the Australian Eleven in refusing to meet Shaw's team in certain fixtures unless they received half the profits. The action of the New South Wales Cricket Association in refusing to countenance the proposal of the Australians to play a match at Sydney just before the English match this week is highly commended. bbox=[682, 1061, 811, 1149]
divider bbox=[413, 656, 541, 657]
produce-stores-heading: WHOLESALE Produce Stores, RANGITIKEI-STREET. bbox=[293, 272, 392, 303]
wool-sale-heading: WOOL SALE. bbox=[852, 393, 910, 402]
medical-notice-heading: MEDICAL NOTICE. bbox=[288, 528, 396, 540]
